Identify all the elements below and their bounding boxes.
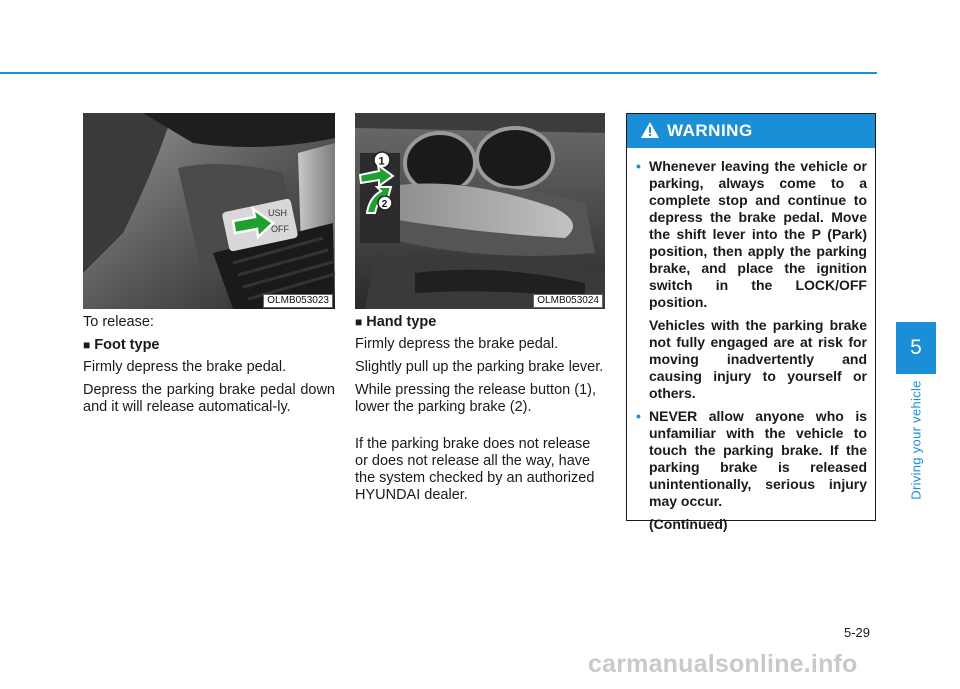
foot-type-heading: ■ Foot type [83, 337, 160, 353]
page-number: 5-29 [844, 625, 871, 640]
hand-step-1: Firmly depress the brake pedal. [355, 336, 559, 352]
foot-brake-photo [83, 113, 335, 309]
warning-triangle-icon [641, 116, 659, 150]
release-intro: To release: [83, 314, 154, 330]
callout-2: 2 [381, 199, 388, 210]
warning-body [627, 148, 875, 533]
continued-label: (Continued) [649, 516, 728, 532]
bullet-dot-icon: • [636, 408, 641, 424]
middle-column [355, 113, 605, 510]
left-column [83, 113, 335, 422]
pedal-label-top: USH [268, 208, 288, 218]
foot-step-2: Depress the parking brake pedal down and it will release automatical-ly. [83, 382, 335, 415]
hand-note: If the parking brake does not release or does not release all the way, have the system checked by an authorized HYUNDAI dealer. [355, 436, 595, 503]
foot-step-1: Firmly depress the brake pedal. [83, 359, 287, 375]
image-code: OLMB053024 [533, 294, 603, 308]
bullet-dot-icon: • [636, 158, 641, 174]
pedal-label-bottom: OFF [271, 224, 289, 234]
hand-brake-photo [355, 113, 605, 309]
hand-step-2: Slightly pull up the parking brake lever. [355, 359, 604, 375]
warning-bullet: • Whenever leaving the vehicle or parking, always come to a complete stop and continue to depress the brake pedal. Move the shift lever into the P (Park) position, then apply the parking brake, and place the ignition switch in the LOCK/OFF position. [636, 158, 867, 310]
warning-box [626, 113, 876, 532]
warning-title: WARNING [667, 121, 753, 140]
hand-type-heading: ■ Hand type [355, 314, 437, 330]
top-rule [0, 72, 877, 74]
warning-bullet: • NEVER allow anyone who is unfamiliar with the vehicle to touch the parking brake. If the parking brake is released unintentionally, serious injury may occur. [636, 408, 867, 509]
watermark: carmanualsonline.info [588, 650, 858, 678]
image-code: OLMB053023 [263, 294, 333, 308]
hand-step-3: While pressing the release button (1), lower the parking brake (2). [355, 382, 596, 415]
chapter-tab: 5 [896, 322, 936, 374]
chapter-title: Driving your vehicle [908, 380, 924, 500]
warning-bullet-continued: Vehicles with the parking brake not fully engaged are at risk for moving inadvertently and causing injury to yourself or others. [649, 317, 867, 401]
square-bullet-icon: ■ [355, 315, 363, 329]
square-bullet-icon: ■ [83, 338, 91, 352]
warning-header [627, 114, 875, 148]
callout-1: 1 [378, 155, 385, 168]
